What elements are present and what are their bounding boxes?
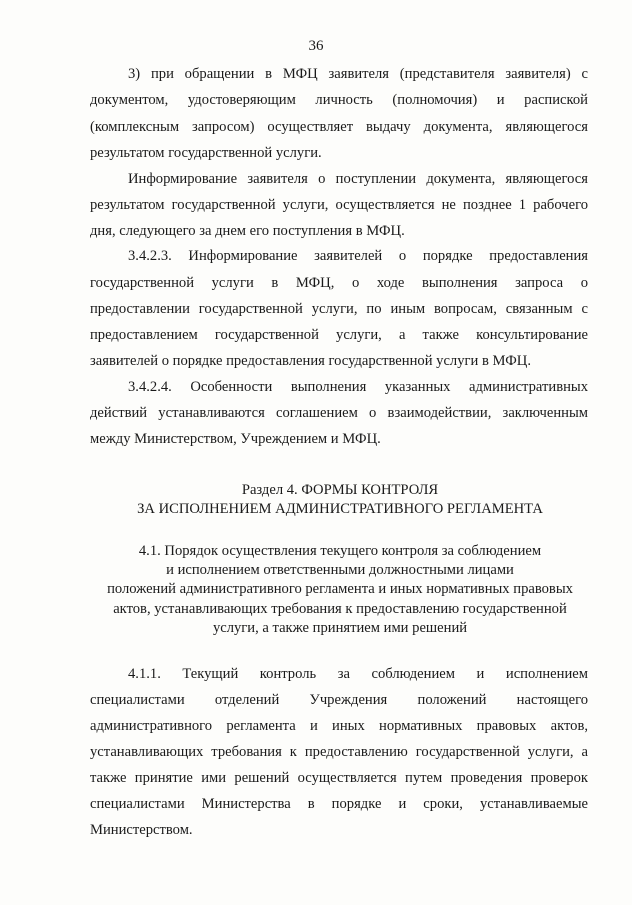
text-line: 3.4.2.3. Информирование заявителей о порядке предоставления	[128, 248, 588, 264]
heading-line: актов, устанавливающих требования к предоставлению государственной	[113, 601, 567, 617]
text-line: результатом государственной услуги.	[90, 145, 322, 161]
text-line: результатом государственной услуги, осуществляется не позднее 1 рабочего	[90, 197, 588, 213]
text-line: Министерством.	[90, 822, 193, 838]
heading-line: Раздел 4. ФОРМЫ КОНТРОЛЯ	[241, 482, 439, 498]
text-line: также принятие ими решений осуществляется путем проведения проверок	[90, 770, 588, 786]
text-line: Информирование заявителя о поступлении документа, являющегося	[128, 171, 588, 187]
text-line: (комплексным запросом) осуществляет выдачу документа, являющегося	[90, 119, 588, 135]
text-line: 4.1.1. Текущий контроль за соблюдением и исполнением	[128, 666, 588, 682]
page-number: 36	[308, 38, 324, 54]
text-line: государственной услуги в МФЦ, о ходе выполнения запроса о	[90, 275, 588, 291]
text-line: дня, следующего за днем его поступления в МФЦ.	[90, 223, 405, 239]
text-line: заявителей о порядке предоставления государственной услуги в МФЦ.	[90, 353, 531, 369]
text-line: документом, удостоверяющим личность (полномочия) и распиской	[90, 92, 588, 108]
text-line: специалистами отделений Учреждения положений настоящего	[90, 692, 588, 708]
text-line: действий устанавливаются соглашением о взаимодействии, заключенным	[90, 405, 588, 421]
text-line: предоставлении государственной услуги, по иным вопросам, связанным с	[90, 301, 588, 317]
heading-line: 4.1. Порядок осуществления текущего контроля за соблюдением	[138, 543, 542, 559]
text-line: административного регламента и иных нормативных правовых актов,	[90, 718, 588, 734]
heading-line: услуги, а также принятием ими решений	[212, 620, 468, 636]
text-line: 3) при обращении в МФЦ заявителя (представителя заявителя) с	[128, 66, 588, 82]
heading-line: положений административного регламента и иных нормативных правовых	[107, 581, 573, 597]
heading-line: и исполнением ответственными должностными лицами	[166, 562, 514, 578]
text-line: предоставлением государственной услуги, а также консультирование	[90, 327, 588, 343]
text-line: 3.4.2.4. Особенности выполнения указанных административных	[128, 379, 588, 395]
text-line: устанавливающих требования к предоставлению государственной услуги, а	[90, 744, 588, 760]
heading-line: ЗА ИСПОЛНЕНИЕМ АДМИНИСТРАТИВНОГО РЕГЛАМЕНТА	[137, 501, 543, 517]
text-line: между Министерством, Учреждением и МФЦ.	[90, 431, 381, 447]
text-line: специалистами Министерства в порядке и сроки, устанавливаемые	[90, 796, 588, 812]
